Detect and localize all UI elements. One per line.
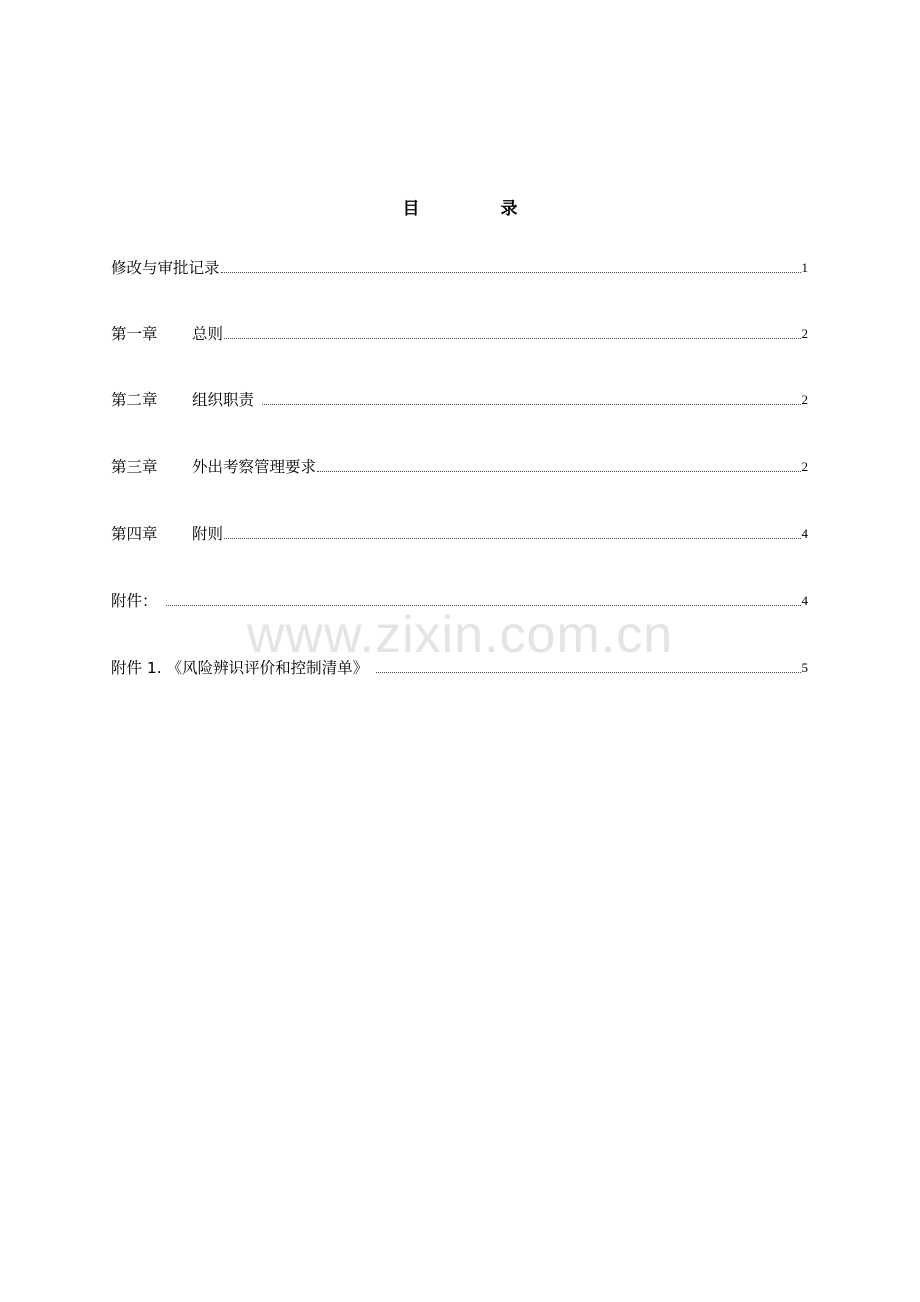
toc-dot-leader — [317, 471, 800, 472]
toc-entry-chapter-3[interactable] — [111, 453, 808, 477]
toc-entry-chapter-2[interactable] — [111, 386, 808, 410]
toc-dot-leader — [376, 672, 800, 673]
toc-entry-title: 修改与审批记录 — [111, 259, 220, 277]
toc-page-number: 2 — [801, 392, 808, 407]
toc-dot-leader — [224, 538, 800, 539]
toc-entry-title: 附则 — [192, 525, 224, 543]
toc-entry-text — [111, 390, 254, 410]
toc-entry-text — [111, 457, 316, 477]
toc-entry-title: 总则 — [192, 325, 224, 343]
site-watermark: www.zixin.com.cn — [246, 606, 674, 664]
toc-dot-leader — [221, 272, 801, 273]
toc-chapter-number: 第四章 — [111, 525, 158, 543]
toc-entry-text — [111, 258, 220, 278]
toc-page-number: 1 — [801, 260, 808, 275]
toc-entry-title: 附件： — [111, 592, 158, 610]
toc-chapter-number: 第三章 — [111, 458, 158, 476]
toc-entry-title: 组织职责 — [192, 391, 255, 409]
toc-page-number: 2 — [801, 326, 808, 341]
toc-chapter-number: 第二章 — [111, 391, 158, 409]
toc-title: 目 录 — [402, 199, 550, 219]
toc-chapter-number: 第一章 — [111, 325, 158, 343]
toc-page-number: 4 — [801, 593, 808, 608]
toc-entry-text — [111, 324, 223, 344]
toc-entry-chapter-1[interactable] — [111, 320, 808, 344]
toc-dot-leader — [224, 338, 800, 339]
toc-page-number: 4 — [801, 526, 808, 541]
toc-page-number: 5 — [801, 660, 808, 675]
toc-page-number: 2 — [801, 459, 808, 474]
toc-dot-leader — [262, 404, 800, 405]
toc-entry-title: 附件 1. 《风险辨识评价和控制清单》 — [111, 659, 369, 677]
toc-entry-chapter-4[interactable] — [111, 520, 808, 544]
toc-entry-revision-record[interactable] — [111, 254, 808, 278]
toc-entry-title: 外出考察管理要求 — [192, 458, 317, 476]
toc-entry-text — [111, 524, 223, 544]
